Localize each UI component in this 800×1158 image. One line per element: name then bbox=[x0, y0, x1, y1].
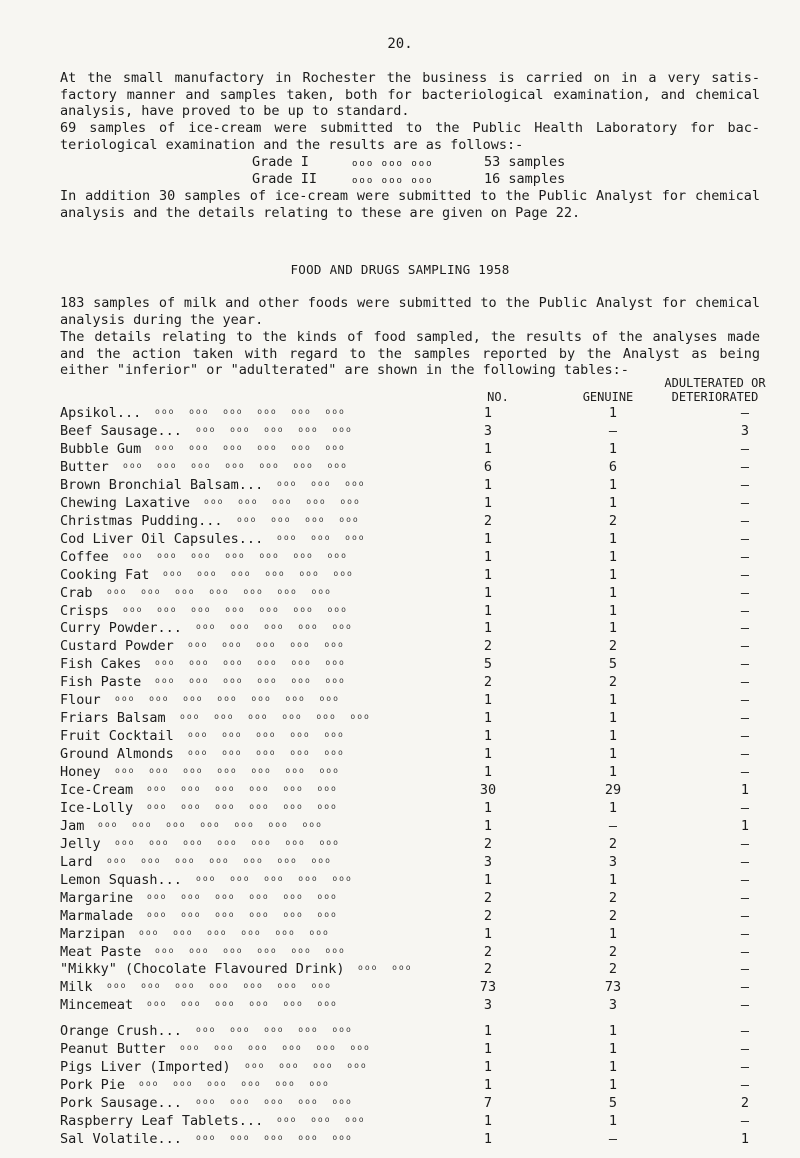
table-row bbox=[60, 836, 760, 854]
adulterated-count: — bbox=[740, 440, 750, 457]
sample-count: 1 bbox=[483, 494, 493, 511]
adulterated-count: 3 bbox=[740, 422, 750, 439]
food-name: Crab bbox=[60, 584, 93, 601]
genuine-count: 1 bbox=[608, 925, 618, 942]
genuine-count: 2 bbox=[608, 674, 618, 691]
leader-dots: ooo ooo ooo bbox=[277, 1115, 380, 1124]
leader-dots: ooo ooo ooo ooo ooo ooo ooo bbox=[115, 694, 354, 704]
genuine-count: 1 bbox=[608, 728, 618, 745]
food-name: Custard Powder bbox=[60, 638, 174, 655]
table-row bbox=[60, 710, 760, 728]
food-name: Pork Pie bbox=[60, 1077, 126, 1094]
genuine-count: 2 bbox=[608, 638, 618, 655]
leader-dots: ooo ooo ooo ooo ooo bbox=[196, 424, 367, 434]
genuine-count: 5 bbox=[608, 656, 618, 673]
adulterated-count: — bbox=[740, 512, 750, 529]
food-name: Cooking Fat bbox=[60, 566, 150, 583]
section-text-2: The details relating to the kinds of food sampled, the results of the analyses made and the action taken with regard to the samples reported by the Analyst as being either "inferior" or "adulterated" are shown in the following tables:- bbox=[60, 329, 760, 378]
genuine-count: 2 bbox=[608, 961, 618, 978]
genuine-count: 2 bbox=[608, 907, 618, 924]
food-name: Jelly bbox=[60, 835, 101, 852]
genuine-count: 5 bbox=[608, 1095, 618, 1112]
leader-dots: ooo ooo ooo ooo ooo bbox=[196, 1133, 367, 1142]
grade-value: 53 samples bbox=[484, 154, 566, 170]
sample-count: 1 bbox=[483, 1077, 493, 1094]
genuine-count: 1 bbox=[608, 620, 618, 637]
food-name: Margarine bbox=[60, 889, 134, 906]
sample-count: 1 bbox=[483, 746, 493, 762]
table-row bbox=[60, 926, 760, 944]
sample-count: 1 bbox=[483, 710, 493, 727]
leader-dots: ooo ooo ooo ooo ooo ooo ooo bbox=[115, 766, 354, 775]
genuine-count: 1 bbox=[608, 1041, 618, 1058]
section-paragraph-2 bbox=[60, 329, 760, 379]
food-name: Marzipan bbox=[60, 925, 126, 942]
adulterated-count: — bbox=[740, 458, 750, 475]
genuine-count: 1 bbox=[608, 799, 618, 816]
intro-text-3: In addition 30 samples of ice-cream were submitted to the Public Analyst for chemical analysis and the details relating to these are given on Page 22. bbox=[60, 188, 760, 221]
sample-count: 1 bbox=[483, 764, 493, 780]
food-name: "Mikky" (Chocolate Flavoured Drink) bbox=[60, 961, 345, 978]
adulterated-count: — bbox=[740, 1059, 750, 1076]
sample-count: 1 bbox=[483, 1041, 493, 1058]
table-row bbox=[60, 477, 760, 495]
adulterated-count: — bbox=[740, 476, 750, 493]
header-adulterated-line2: DETERIORATED bbox=[671, 390, 759, 404]
adulterated-count: — bbox=[740, 548, 750, 565]
food-name: Crisps bbox=[60, 602, 109, 619]
food-name: Milk bbox=[60, 979, 93, 996]
adulterated-count: — bbox=[740, 638, 750, 655]
table-row bbox=[60, 1131, 760, 1149]
genuine-count: 1 bbox=[608, 548, 618, 565]
leader-dots: ooo ooo ooo ooo ooo ooo ooo bbox=[115, 837, 354, 847]
sample-count: 1 bbox=[483, 602, 493, 619]
genuine-count: 6 bbox=[608, 458, 618, 475]
table-row bbox=[60, 854, 760, 872]
intro-paragraph-1 bbox=[60, 70, 760, 120]
leader-dots: ooo ooo ooo ooo ooo bbox=[196, 1097, 367, 1107]
food-name: Ground Almonds bbox=[60, 746, 174, 762]
food-name: Pigs Liver (Imported) bbox=[60, 1059, 231, 1076]
sample-count: 1 bbox=[483, 548, 493, 565]
leader-dots: ooo ooo ooo ooo ooo bbox=[196, 873, 367, 883]
adulterated-count: — bbox=[740, 1077, 750, 1094]
food-name: Coffee bbox=[60, 548, 109, 565]
section-title: FOOD AND DRUGS SAMPLING 1958 bbox=[290, 262, 510, 277]
adulterated-count: — bbox=[740, 943, 750, 960]
adulterated-count: — bbox=[740, 656, 750, 673]
sample-count: 5 bbox=[483, 656, 493, 673]
genuine-count: 1 bbox=[608, 476, 618, 493]
sample-count: 1 bbox=[483, 584, 493, 601]
intro-paragraph-3 bbox=[60, 188, 760, 221]
grade-value: 16 samples bbox=[484, 171, 566, 187]
leader-dots: ooo ooo ooo ooo ooo ooo bbox=[147, 891, 352, 901]
grade-dots: ooo ooo ooo bbox=[352, 176, 434, 186]
genuine-count: 1 bbox=[608, 440, 618, 457]
leader-dots: ooo ooo ooo ooo ooo ooo ooo bbox=[123, 550, 362, 560]
adulterated-count: — bbox=[740, 889, 750, 906]
leader-dots: ooo ooo ooo ooo ooo ooo bbox=[155, 407, 360, 416]
food-name: Apsikol... bbox=[60, 405, 142, 421]
table-row bbox=[60, 674, 760, 692]
adulterated-count: — bbox=[740, 530, 750, 547]
grade-row bbox=[252, 154, 565, 170]
sample-count: 2 bbox=[483, 638, 493, 655]
leader-dots: ooo ooo ooo ooo ooo ooo bbox=[147, 909, 352, 919]
table-row bbox=[60, 1095, 760, 1113]
leader-dots: ooo ooo ooo ooo ooo bbox=[188, 730, 359, 740]
leader-dots: ooo ooo ooo ooo ooo ooo bbox=[180, 1043, 385, 1053]
adulterated-count: 1 bbox=[740, 1131, 750, 1147]
section-text-1: 183 samples of milk and other foods were submitted to the Public Analyst for chemical analysis during the year. bbox=[60, 295, 760, 328]
sample-count: 73 bbox=[479, 979, 497, 996]
intro-paragraph-2 bbox=[60, 120, 760, 153]
leader-dots: ooo ooo ooo ooo bbox=[237, 514, 374, 524]
adulterated-count: — bbox=[740, 602, 750, 619]
header-adulterated-line1: ADULTERATED OR bbox=[664, 376, 766, 390]
leader-dots: ooo ooo ooo ooo ooo ooo bbox=[180, 712, 385, 722]
grade-label: Grade II bbox=[252, 171, 318, 187]
sample-count: 1 bbox=[483, 1113, 493, 1129]
adulterated-count: 1 bbox=[740, 782, 750, 798]
adulterated-count: 2 bbox=[740, 1095, 750, 1112]
genuine-count: 2 bbox=[608, 889, 618, 906]
adulterated-count: — bbox=[740, 961, 750, 978]
sample-count: 2 bbox=[483, 512, 493, 529]
leader-dots: ooo ooo ooo ooo ooo ooo bbox=[147, 999, 352, 1009]
genuine-count: 73 bbox=[604, 979, 622, 996]
genuine-count: 1 bbox=[608, 602, 618, 619]
table-row bbox=[60, 656, 760, 674]
table-row bbox=[60, 800, 760, 818]
adulterated-count: — bbox=[740, 494, 750, 511]
sample-count: 2 bbox=[483, 961, 493, 978]
header-no: NO. bbox=[487, 390, 509, 404]
genuine-count: 1 bbox=[608, 710, 618, 727]
table-row bbox=[60, 531, 760, 549]
grade-row bbox=[252, 171, 565, 187]
food-name: Peanut Butter bbox=[60, 1041, 166, 1058]
sample-count: 1 bbox=[483, 1059, 493, 1076]
food-name: Curry Powder... bbox=[60, 620, 182, 637]
adulterated-count: — bbox=[740, 405, 750, 421]
genuine-count: 1 bbox=[608, 584, 618, 601]
food-name: Raspberry Leaf Tablets... bbox=[60, 1113, 264, 1129]
food-name: Pork Sausage... bbox=[60, 1095, 182, 1112]
leader-dots: ooo ooo ooo ooo ooo ooo ooo bbox=[107, 981, 346, 991]
sample-count: 1 bbox=[483, 405, 493, 421]
sample-count: 1 bbox=[483, 440, 493, 457]
table-row bbox=[60, 495, 760, 513]
table-row bbox=[60, 1059, 760, 1077]
leader-dots: ooo ooo ooo ooo ooo ooo ooo bbox=[123, 604, 362, 614]
food-name: Orange Crush... bbox=[60, 1023, 182, 1040]
table-row bbox=[60, 692, 760, 710]
food-name: Lemon Squash... bbox=[60, 871, 182, 888]
sample-count: 3 bbox=[483, 853, 493, 870]
leader-dots: ooo ooo ooo ooo ooo ooo bbox=[147, 784, 352, 793]
sample-count: 1 bbox=[483, 1023, 493, 1040]
genuine-count: 1 bbox=[608, 530, 618, 547]
sample-count: 2 bbox=[483, 835, 493, 852]
food-name: Marmalade bbox=[60, 907, 134, 924]
table-row bbox=[60, 620, 760, 638]
grade-dots: ooo ooo ooo bbox=[352, 159, 434, 169]
sample-count: 1 bbox=[483, 692, 493, 709]
leader-dots: ooo ooo ooo ooo ooo bbox=[204, 496, 375, 506]
sample-count: 3 bbox=[483, 997, 493, 1014]
adulterated-count: — bbox=[740, 674, 750, 691]
table-row bbox=[60, 459, 760, 477]
adulterated-count: — bbox=[740, 1041, 750, 1058]
genuine-count: 1 bbox=[608, 1059, 618, 1076]
genuine-count: — bbox=[608, 1131, 618, 1147]
adulterated-count: — bbox=[740, 584, 750, 601]
adulterated-count: — bbox=[740, 710, 750, 727]
adulterated-count: — bbox=[740, 692, 750, 709]
food-name: Flour bbox=[60, 692, 101, 709]
adulterated-count: — bbox=[740, 746, 750, 762]
page-number: 20. bbox=[387, 36, 413, 52]
sample-count: 2 bbox=[483, 943, 493, 960]
table-row bbox=[60, 441, 760, 459]
food-name: Ice-Lolly bbox=[60, 799, 134, 816]
food-name: Bubble Gum bbox=[60, 440, 142, 457]
adulterated-count: — bbox=[740, 1113, 750, 1129]
table-row bbox=[60, 872, 760, 890]
table-row bbox=[60, 423, 760, 441]
sample-count: 1 bbox=[483, 620, 493, 637]
sample-count: 1 bbox=[483, 817, 493, 834]
leader-dots: ooo ooo ooo ooo ooo ooo bbox=[155, 945, 360, 955]
sample-count: 7 bbox=[483, 1095, 493, 1112]
genuine-count: 1 bbox=[608, 871, 618, 888]
genuine-count: 2 bbox=[608, 512, 618, 529]
genuine-count: 1 bbox=[608, 566, 618, 583]
food-name: Beef Sausage... bbox=[60, 422, 182, 439]
genuine-count: 1 bbox=[608, 1113, 618, 1129]
table-row bbox=[60, 1041, 760, 1059]
genuine-count: 1 bbox=[608, 1023, 618, 1040]
genuine-count: 1 bbox=[608, 1077, 618, 1094]
sample-count: 1 bbox=[483, 530, 493, 547]
table-row bbox=[60, 405, 760, 423]
genuine-count: 2 bbox=[608, 835, 618, 852]
table-row bbox=[60, 513, 760, 531]
adulterated-count: — bbox=[740, 871, 750, 888]
genuine-count: 29 bbox=[604, 782, 622, 798]
sample-count: 2 bbox=[483, 674, 493, 691]
leader-dots: ooo ooo ooo ooo ooo ooo bbox=[147, 801, 352, 811]
food-name: Ice-Cream bbox=[60, 782, 134, 798]
table-row bbox=[60, 890, 760, 908]
section-paragraph-1 bbox=[60, 295, 760, 328]
genuine-count: 3 bbox=[608, 997, 618, 1014]
leader-dots: ooo ooo ooo ooo ooo ooo ooo bbox=[107, 586, 346, 596]
leader-dots: ooo ooo ooo bbox=[277, 532, 380, 542]
table-row bbox=[60, 818, 760, 836]
adulterated-count: — bbox=[740, 764, 750, 780]
genuine-count: 3 bbox=[608, 853, 618, 870]
genuine-count: — bbox=[608, 817, 618, 834]
table-row bbox=[60, 1023, 760, 1041]
adulterated-count: 1 bbox=[740, 817, 750, 834]
sample-count: 1 bbox=[483, 1131, 493, 1147]
adulterated-count: — bbox=[740, 799, 750, 816]
table-row bbox=[60, 585, 760, 603]
table-row bbox=[60, 603, 760, 621]
sample-count: 2 bbox=[483, 907, 493, 924]
adulterated-count: — bbox=[740, 979, 750, 996]
leader-dots: ooo ooo ooo ooo ooo bbox=[188, 748, 359, 757]
genuine-count: 1 bbox=[608, 405, 618, 421]
food-name: Fish Cakes bbox=[60, 656, 142, 673]
food-name: Sal Volatile... bbox=[60, 1131, 182, 1147]
table-row bbox=[60, 961, 760, 979]
food-name: Meat Paste bbox=[60, 943, 142, 960]
food-name: Butter bbox=[60, 458, 109, 475]
food-name: Mincemeat bbox=[60, 997, 134, 1014]
adulterated-count: — bbox=[740, 907, 750, 924]
sample-count: 1 bbox=[483, 566, 493, 583]
leader-dots: ooo ooo ooo ooo bbox=[245, 1061, 382, 1071]
food-name: Fruit Cocktail bbox=[60, 728, 174, 745]
leader-dots: ooo ooo ooo ooo ooo ooo bbox=[139, 927, 344, 937]
table-row bbox=[60, 638, 760, 656]
grade-label: Grade I bbox=[252, 154, 309, 170]
food-name: Brown Bronchial Balsam... bbox=[60, 476, 264, 493]
genuine-count: — bbox=[608, 422, 618, 439]
table-row bbox=[60, 728, 760, 746]
intro-text-1: At the small manufactory in Rochester the business is carried on in a very satis- factory manner and samples taken, both for bacteriological examination, and chemical analysis, have proved to be up to standard. bbox=[60, 70, 760, 119]
leader-dots: ooo ooo ooo ooo ooo bbox=[196, 622, 367, 632]
sample-count: 1 bbox=[483, 925, 493, 942]
food-name: Christmas Pudding... bbox=[60, 512, 223, 529]
sample-count: 2 bbox=[483, 889, 493, 906]
leader-dots: ooo ooo bbox=[358, 963, 427, 973]
leader-dots: ooo ooo ooo ooo ooo ooo ooo bbox=[123, 460, 362, 470]
sample-count: 1 bbox=[483, 476, 493, 493]
food-name: Cod Liver Oil Capsules... bbox=[60, 530, 264, 547]
food-name: Honey bbox=[60, 764, 101, 780]
leader-dots: ooo ooo ooo bbox=[277, 478, 380, 488]
genuine-count: 2 bbox=[608, 943, 618, 960]
table-row bbox=[60, 1113, 760, 1131]
sample-count: 1 bbox=[483, 728, 493, 745]
leader-dots: ooo ooo ooo ooo ooo ooo ooo bbox=[98, 819, 337, 829]
sample-count: 30 bbox=[479, 782, 497, 798]
table-row bbox=[60, 908, 760, 926]
adulterated-count: — bbox=[740, 620, 750, 637]
leader-dots: ooo ooo ooo ooo ooo ooo bbox=[155, 676, 360, 686]
table-row bbox=[60, 944, 760, 962]
leader-dots: ooo ooo ooo ooo ooo ooo ooo bbox=[107, 855, 346, 865]
leader-dots: ooo ooo ooo ooo ooo ooo bbox=[163, 568, 368, 578]
table-row bbox=[60, 764, 760, 782]
food-name: Lard bbox=[60, 853, 93, 870]
header-genuine: GENUINE bbox=[582, 390, 634, 404]
table-row bbox=[60, 746, 760, 764]
adulterated-count: — bbox=[740, 997, 750, 1014]
adulterated-count: — bbox=[740, 853, 750, 870]
sample-count: 1 bbox=[483, 799, 493, 816]
sample-count: 3 bbox=[483, 422, 493, 439]
table-row bbox=[60, 549, 760, 567]
adulterated-count: — bbox=[740, 1023, 750, 1040]
sample-count: 1 bbox=[483, 871, 493, 888]
table-row bbox=[60, 1077, 760, 1095]
leader-dots: ooo ooo ooo ooo ooo ooo bbox=[155, 442, 360, 452]
adulterated-count: — bbox=[740, 925, 750, 942]
table-row bbox=[60, 567, 760, 585]
table-row bbox=[60, 979, 760, 997]
food-name: Fish Paste bbox=[60, 674, 142, 691]
adulterated-count: — bbox=[740, 566, 750, 583]
leader-dots: ooo ooo ooo ooo ooo bbox=[188, 640, 359, 650]
leader-dots: ooo ooo ooo ooo ooo bbox=[196, 1025, 367, 1035]
table-row bbox=[60, 997, 760, 1015]
genuine-count: 1 bbox=[608, 494, 618, 511]
adulterated-count: — bbox=[740, 835, 750, 852]
adulterated-count: — bbox=[740, 728, 750, 745]
genuine-count: 1 bbox=[608, 764, 618, 780]
leader-dots: ooo ooo ooo ooo ooo ooo bbox=[139, 1079, 344, 1089]
table-row bbox=[60, 782, 760, 800]
intro-text-2: 69 samples of ice-cream were submitted to the Public Health Laboratory for bac- teriological examination and the results are as follows:- bbox=[60, 120, 760, 153]
food-name: Jam bbox=[60, 817, 85, 834]
genuine-count: 1 bbox=[608, 746, 618, 762]
genuine-count: 1 bbox=[608, 692, 618, 709]
leader-dots: ooo ooo ooo ooo ooo ooo bbox=[155, 658, 360, 668]
food-name: Chewing Laxative bbox=[60, 494, 191, 511]
food-name: Friars Balsam bbox=[60, 710, 166, 727]
sample-count: 6 bbox=[483, 458, 493, 475]
